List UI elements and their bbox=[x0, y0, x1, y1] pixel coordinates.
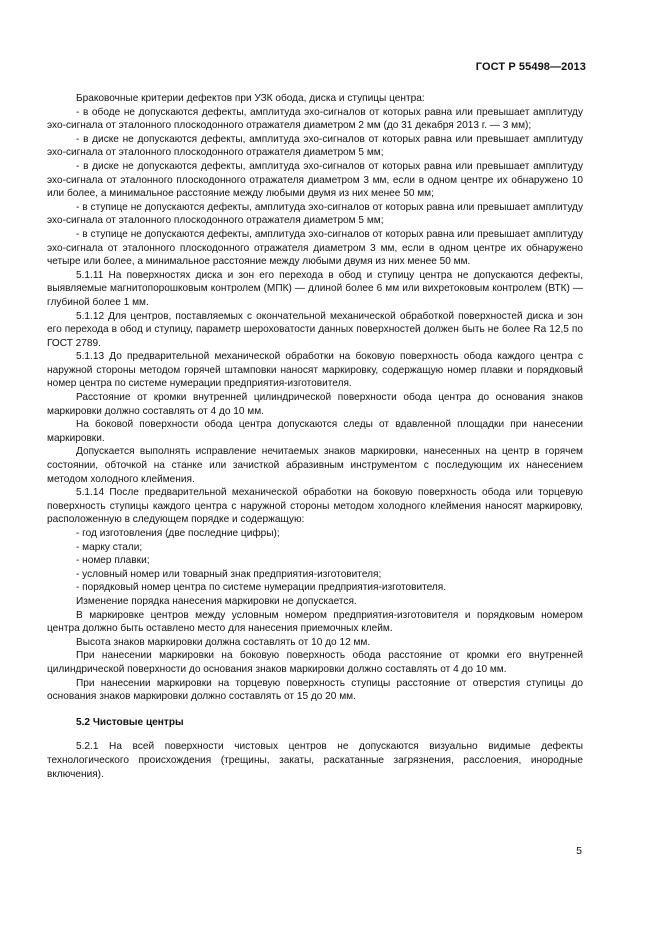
page-number: 5 bbox=[576, 845, 582, 857]
paragraph: На боковой поверхности обода центра допускаются следы от вдавленной площадки при нанесении маркировки. bbox=[47, 419, 583, 444]
clause-5-1-14: 5.1.14 После предварительной механической обработки на боковую поверхность обода или торцевую поверхность ступицы каждого центра с наружной стороны методом холодного клеймения наносят маркировку, расположенную в следующем порядке и содержащую: bbox=[47, 487, 583, 526]
list-item: - номер плавки; bbox=[76, 555, 150, 567]
paragraph: При нанесении маркировки на торцевую поверхность ступицы расстояние от отверстия ступицы до основания знаков маркировки должно составлять от 15 до 20 мм. bbox=[47, 677, 583, 703]
paragraph: Высота знаков маркировки должна составлять от 10 до 12 мм. bbox=[76, 636, 371, 648]
paragraph: Изменение порядка нанесения маркировки не допускается. bbox=[76, 595, 357, 607]
paragraph: Расстояние от кромки внутренней цилиндрической поверхности обода центра до основания знаков маркировки должно составлять от 4 до 10 мм. bbox=[47, 392, 583, 417]
paragraph: Допускается выполнять исправление нечитаемых знаков маркировки, нанесенных на центр в горячем состоянии, обточкой на станке или зачисткой абразивным инструментом с последующим их нанесением методом холодного клеймения. bbox=[47, 446, 583, 485]
list-item: - условный номер или товарный знак предприятия-изготовителя; bbox=[76, 568, 382, 580]
list-item: - в ступице не допускаются дефекты, амплитуда эхо-сигналов от которых равна или превышает амплитуду эхо-сигнала от эталонного плоскодонного отражателя диаметром 3 мм, если в одном центре их обнаружено четыре или более, а минимальное расстояние между любыми двумя из них менее 50 мм. bbox=[47, 228, 583, 268]
list-item: - в диске не допускаются дефекты, амплитуда эхо-сигналов от которых равна или превышает амплитуду эхо-сигнала от эталонного плоскодонного отражателя диаметром 5 мм; bbox=[47, 133, 583, 159]
list-item: - порядковый номер центра по системе нумерации предприятия-изготовителя. bbox=[76, 582, 447, 594]
document-header: ГОСТ Р 55498—2013 bbox=[475, 61, 586, 73]
list-item: - в ступице не допускаются дефекты, амплитуда эхо-сигналов от которых равна или превышает амплитуду эхо-сигнала от эталонного плоскодонного отражателя диаметром 5 мм; bbox=[47, 201, 583, 227]
clause-5-2-1: 5.2.1 На всей поверхности чистовых центров не допускаются визуально видимые дефекты технологического происхождения (трещины, закаты, раскатанные загрязнения, расслоения, инородные включения). bbox=[47, 741, 583, 780]
section-heading: 5.2 Чистовые центры bbox=[76, 716, 184, 728]
clause-5-1-13: 5.1.13 До предварительной механической обработки на боковую поверхность обода каждого центра с наружной стороны методом горячей штамповки наносят маркировку, содержащую номер плавки и порядковый номер центра по системе нумерации предприятия-изготовителя. bbox=[47, 351, 583, 390]
page-body bbox=[47, 92, 583, 781]
list-item: - в ободе не допускаются дефекты, амплитуда эхо-сигналов от которых равна или превышает амплитуду эхо-сигнала от эталонного плоскодонного отражателя диаметром 2 мм (до 31 декабря 2013 г. — 3 мм); bbox=[47, 106, 583, 132]
paragraph: При нанесении маркировки на боковую поверхность обода расстояние от кромки его внутренней цилиндрической поверхности до основания знаков маркировки должно составлять от 4 до 10 мм. bbox=[47, 650, 583, 675]
paragraph: Браковочные критерии дефектов при УЗК обода, диска и ступицы центра: bbox=[76, 93, 425, 104]
clause-5-1-12: 5.1.12 Для центров, поставляемых с окончательной механической обработкой поверхностей диска и зон его перехода в обод и ступицу, параметр шероховатости данных поверхностей должен быть не более Ra 12,5 по ГОСТ 2789. bbox=[47, 310, 583, 349]
clause-5-1-11: 5.1.11 На поверхностях диска и зон его перехода в обод и ступицу центра не допускаются дефекты, выявляемые магнитопорошковым контролем (МПК) — длиной более 6 мм или вихретоковым контролем (ВТК) — глубиной более 1 мм. bbox=[47, 269, 583, 308]
list-item: - год изготовления (две последние цифры); bbox=[76, 528, 280, 539]
list-item: - марку стали; bbox=[76, 541, 143, 553]
paragraph: В маркировке центров между условным номером предприятия-изготовителя и порядковым номером центра должно быть оставлено место для нанесения приемочных клейм. bbox=[47, 609, 583, 635]
list-item: - в диске не допускаются дефекты, амплитуда эхо-сигналов от которых равна или превышает амплитуду эхо-сигнала от эталонного плоскодонного отражателя диаметром 3 мм, если в одном центре их обнаружено 10 или более, а минимальное расстояние между любыми двумя из них менее 50 мм; bbox=[47, 160, 583, 200]
